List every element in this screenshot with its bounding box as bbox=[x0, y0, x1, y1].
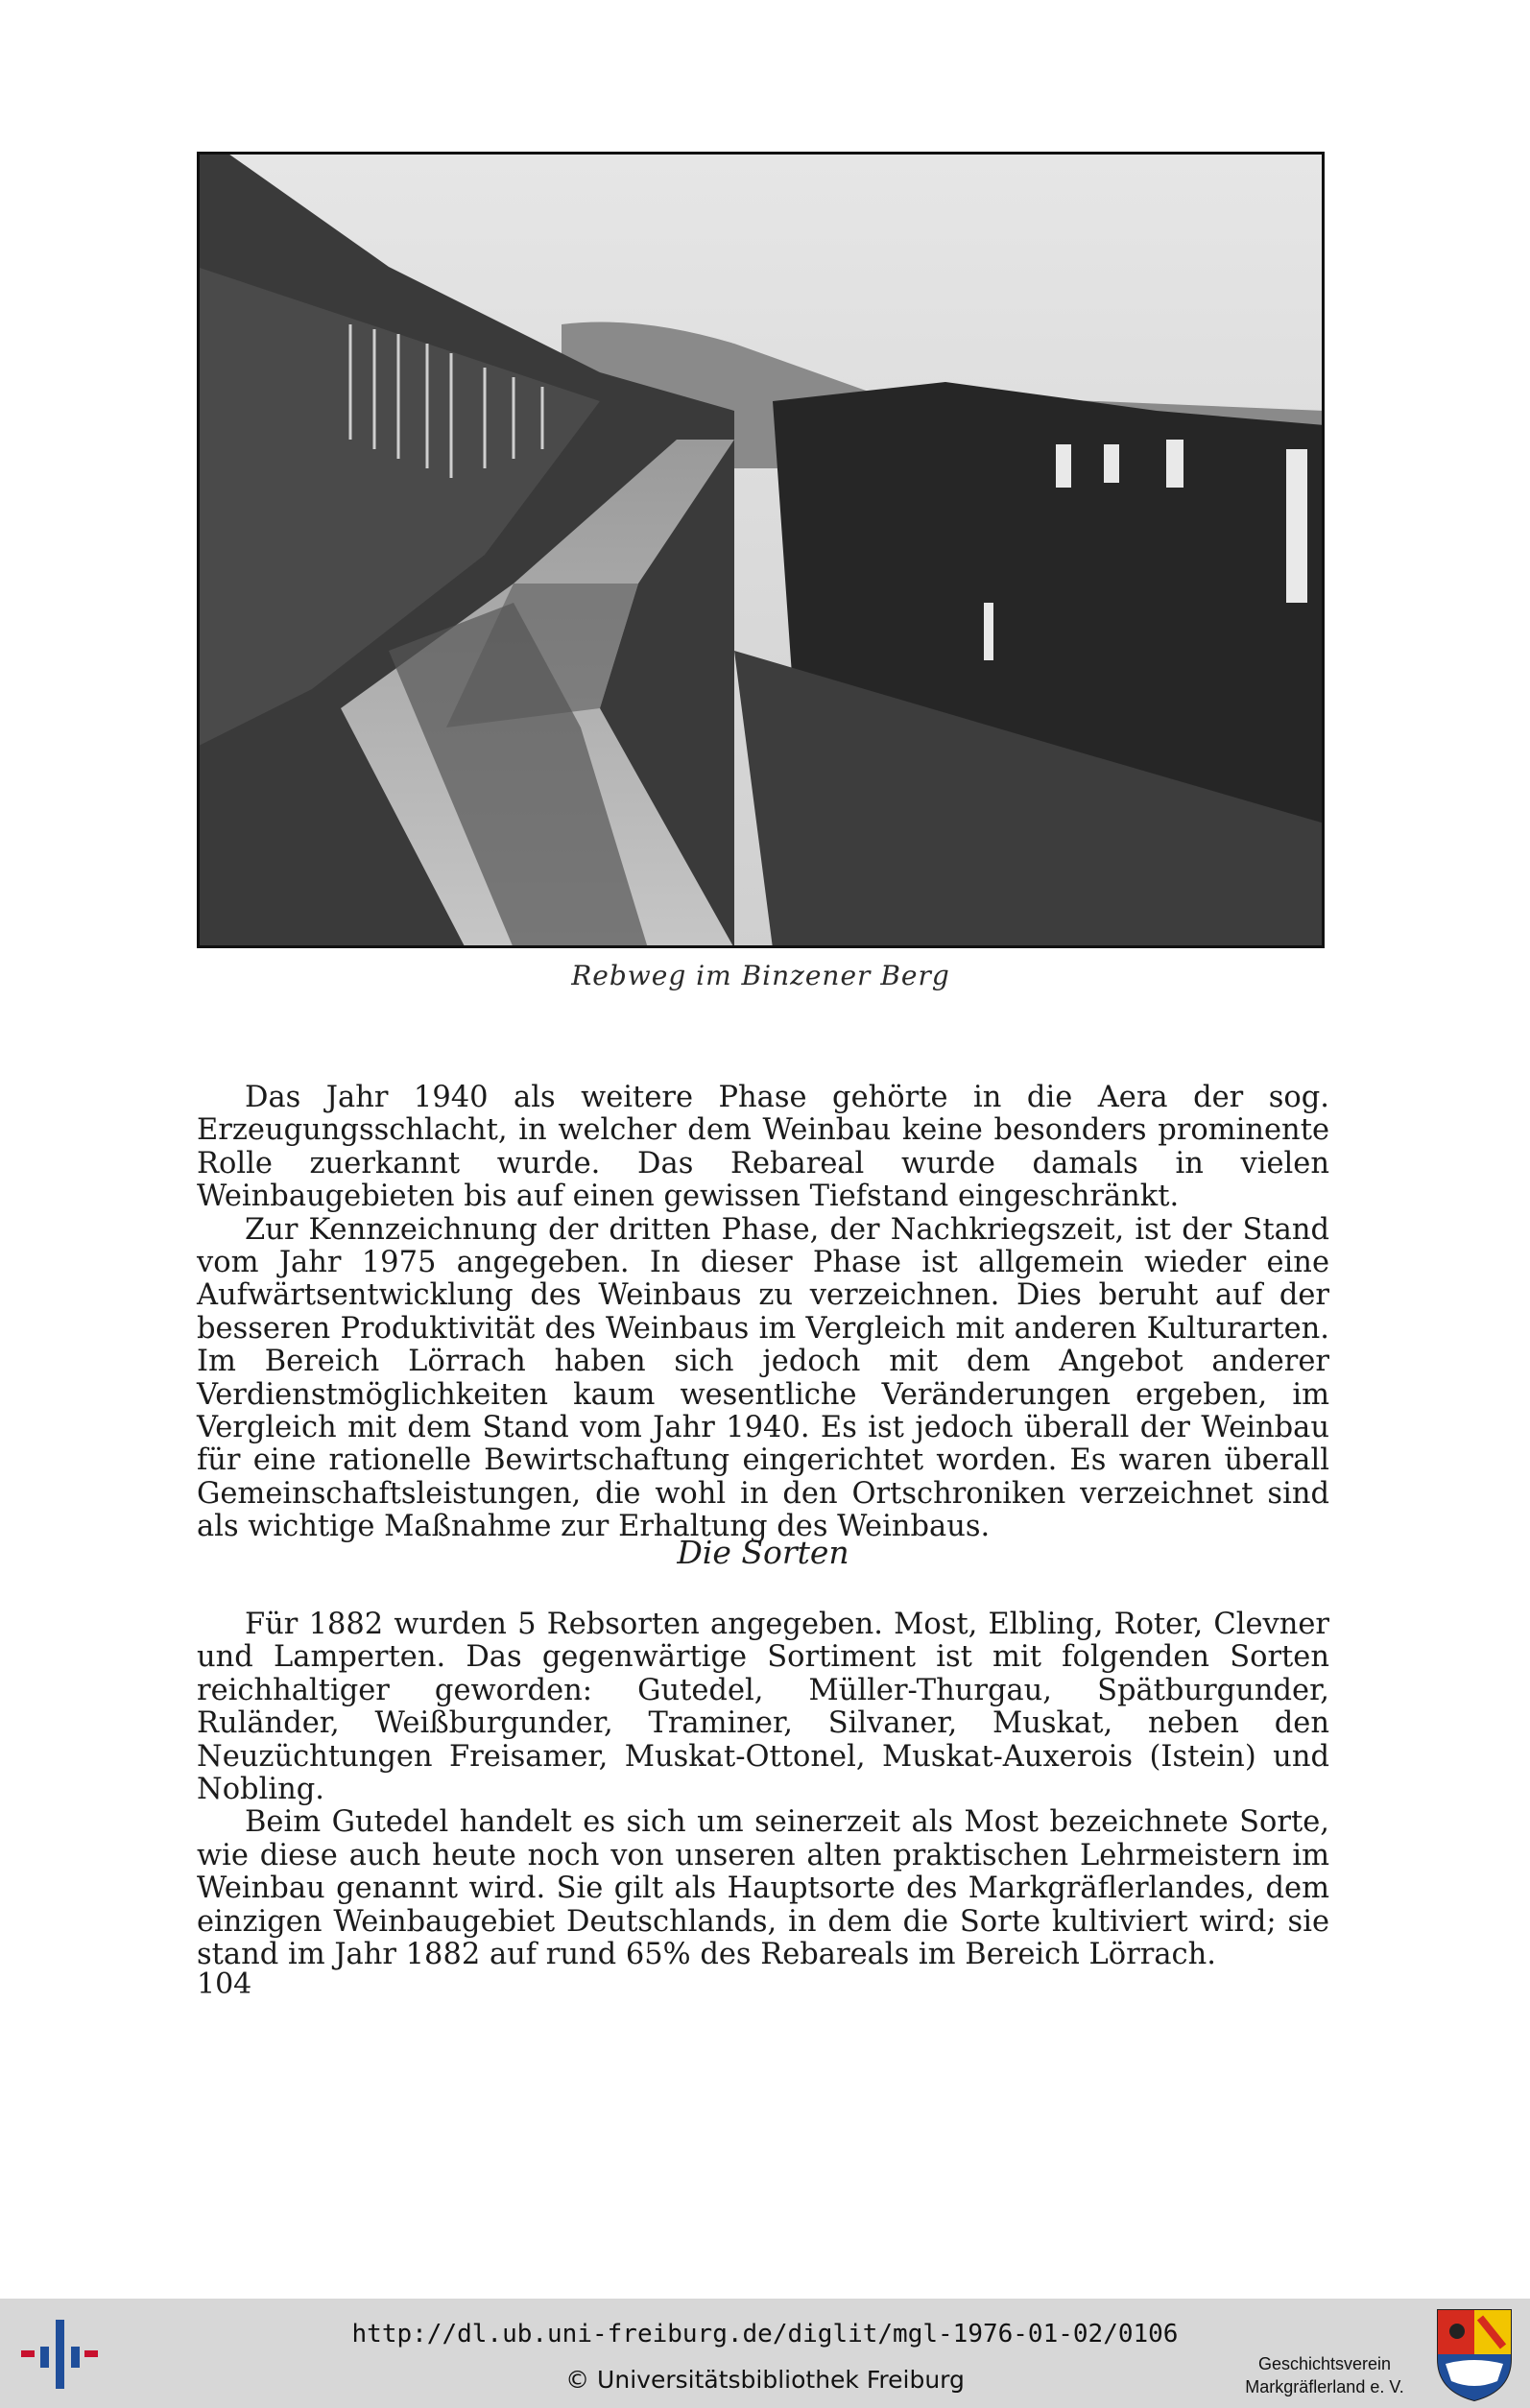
vineyard-photo-illustration bbox=[197, 152, 1325, 948]
paragraph: Zur Kennzeichnung der dritten Phase, der Nachkriegszeit, ist der Stand vom Jahr 1975 angegeben. In dieser Phase ist allgemein wieder eine Aufwärtsentwicklung des Weinbaus zu verzeichnen. Dies beruht auf der besseren Produktivität des Weinbaus im Vergleich mit anderen Kulturarten. Im Bereich Lörrach haben sich jedoch mit dem Angebot anderer Verdienstmöglichkeiten kaum wesentliche Veränderungen ergeben, im Vergleich mit dem Stand vom Jahr 1940. Es ist jedoch überall der Weinbau für eine rationelle Bewirtschaftung eingerichtet worden. Es waren überall Gemeinschaftsleistungen, die wohl in den Ortschroniken verzeichnet sind als wichtige Maßnahme zur Erhaltung des Weinbaus. bbox=[197, 1212, 1329, 1544]
document-url-link[interactable]: http://dl.ub.uni-freiburg.de/diglit/mgl-1976-01-02/0106 bbox=[351, 2320, 1179, 2348]
copyright-text: © Universitätsbibliothek Freiburg bbox=[565, 2366, 965, 2394]
paragraph: Für 1882 wurden 5 Rebsorten angegeben. Most, Elbling, Roter, Clevner und Lamperten. Das gegenwärtige Sortiment ist mit folgenden Sorten reichhaltiger geworden: Gutedel, Müller-Thurgau, Spätburgunder, Ruländer, Weißburgunder, Traminer, Silvaner, Muskat, neben den Neuzüchtungen Freisamer, Muskat-Ottonel, Muskat-Auxerois (Istein) und Nobling. bbox=[197, 1608, 1329, 1807]
text-block-bottom bbox=[197, 1609, 1329, 1971]
page-number: 104 bbox=[197, 1967, 252, 2001]
footer-bar bbox=[0, 2299, 1530, 2408]
vineyard-path-photo bbox=[197, 152, 1325, 948]
photo-caption: Rebweg im Binzener Berg bbox=[571, 960, 950, 991]
paragraph: Beim Gutedel handelt es sich um seinerzeit als Most bezeichnete Sorte, wie diese auch heute noch von unseren alten praktischen Lehrmeistern im Weinbau genannt wird. Sie gilt als Hauptsorte des Markgräflerlandes, dem einzigen Weinbaugebiet Deutschlands, in dem die Sorte kultiviert wird; sie stand im Jahr 1882 auf rund 65% des Rebareals im Bereich Lörrach. bbox=[197, 1805, 1329, 1972]
society-name bbox=[1219, 2352, 1430, 2398]
society-name-line1: Geschichtsverein bbox=[1257, 2354, 1392, 2373]
paragraph: Das Jahr 1940 als weitere Phase gehörte in die Aera der sog. Erzeugungsschlacht, in welcher dem Weinbau keine besonders prominente Rolle zuerkannt wurde. Das Rebareal wurde damals in vielen Weinbaugebieten bis auf einen gewissen Tiefstand eingeschränkt. bbox=[197, 1081, 1329, 1214]
markgraeflerland-crest-icon[interactable] bbox=[1434, 2306, 1515, 2402]
text-block-top bbox=[197, 1082, 1329, 1544]
section-heading: Die Sorten bbox=[677, 1534, 849, 1571]
society-name-line2: Markgräflerland e. V. bbox=[1245, 2377, 1404, 2396]
